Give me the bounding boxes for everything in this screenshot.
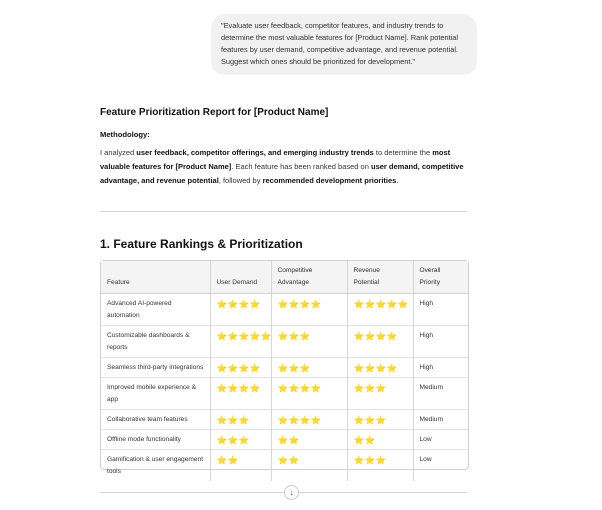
column-header-user-demand: User Demand xyxy=(210,261,271,294)
competitive-advantage-rating: ⭐⭐⭐⭐ xyxy=(271,378,347,410)
methodology-emphasis: user feedback, competitor offerings, and emerging industry trends xyxy=(136,148,374,157)
methodology-text: , followed by xyxy=(218,176,263,185)
feature-cell: Gamification & user engagement tools xyxy=(101,450,210,482)
user-demand-rating: ⭐⭐⭐⭐ xyxy=(210,294,271,326)
competitive-advantage-rating: ⭐⭐⭐⭐ xyxy=(271,410,347,430)
table-row xyxy=(101,358,468,378)
methodology-emphasis: recommended development priorities xyxy=(262,176,397,185)
feature-cell: Collaborative team features xyxy=(101,410,210,430)
competitive-advantage-rating: ⭐⭐ xyxy=(271,430,347,450)
scroll-down-button[interactable] xyxy=(284,485,299,500)
column-header-revenue-potential: Revenue Potential xyxy=(347,261,413,294)
section-heading: 1. Feature Rankings & Prioritization xyxy=(100,237,303,251)
methodology-text: I analyzed xyxy=(100,148,137,157)
user-demand-rating: ⭐⭐⭐ xyxy=(210,430,271,450)
revenue-potential-rating: ⭐⭐⭐ xyxy=(347,410,413,430)
table-header-row xyxy=(101,261,468,294)
user-demand-rating: ⭐⭐⭐ xyxy=(210,410,271,430)
user-message-text: "Evaluate user feedback, competitor features, and industry trends to determine the most valuable features for [Product Name]. Rank potential features by user demand, competitive advantage, and revenue potential. Suggest which ones should be prioritized for development." xyxy=(221,21,459,66)
user-message-bubble xyxy=(211,14,477,75)
priority-cell: High xyxy=(413,358,468,378)
feature-rankings-table xyxy=(100,260,469,475)
priority-cell: Medium xyxy=(413,410,468,430)
priority-cell: High xyxy=(413,326,468,358)
competitive-advantage-rating: ⭐⭐⭐ xyxy=(271,358,347,378)
user-demand-rating: ⭐⭐ xyxy=(210,450,271,482)
revenue-potential-rating: ⭐⭐⭐ xyxy=(347,378,413,410)
section-divider xyxy=(100,211,467,212)
priority-cell: Low xyxy=(413,450,468,482)
methodology-text: . xyxy=(396,176,399,185)
methodology-text: to determine the xyxy=(373,148,433,157)
feature-cell: Seamless third-party integrations xyxy=(101,358,210,378)
feature-cell: Improved mobile experience & app xyxy=(101,378,210,410)
methodology-label: Methodology: xyxy=(100,130,150,139)
priority-cell: Low xyxy=(413,430,468,450)
table-row xyxy=(101,430,468,450)
user-demand-rating: ⭐⭐⭐⭐ xyxy=(210,358,271,378)
user-demand-rating: ⭐⭐⭐⭐ xyxy=(210,378,271,410)
arrow-down-icon: ↓ xyxy=(289,488,294,497)
feature-cell: Offline mode functionality xyxy=(101,430,210,450)
priority-cell: Medium xyxy=(413,378,468,410)
user-demand-rating: ⭐⭐⭐⭐⭐ xyxy=(210,326,271,358)
revenue-potential-rating: ⭐⭐⭐ xyxy=(347,450,413,482)
methodology-paragraph xyxy=(100,146,470,188)
competitive-advantage-rating: ⭐⭐⭐⭐ xyxy=(271,294,347,326)
table-row xyxy=(101,294,468,326)
revenue-potential-rating: ⭐⭐⭐⭐⭐ xyxy=(347,294,413,326)
column-header-competitive-advantage: Competitive Advantage xyxy=(271,261,347,294)
table-row xyxy=(101,326,468,358)
competitive-advantage-rating: ⭐⭐⭐ xyxy=(271,326,347,358)
feature-cell: Advanced AI-powered automation xyxy=(107,300,172,319)
methodology-emphasis: most valuable features for [Product Name] xyxy=(100,148,451,171)
column-header-overall-priority: Overall Priority xyxy=(413,261,468,294)
table-row xyxy=(101,450,468,482)
feature-cell: Customizable dashboards & reports xyxy=(101,326,210,358)
revenue-potential-rating: ⭐⭐⭐⭐ xyxy=(347,358,413,378)
table-row xyxy=(101,410,468,430)
report-title: Feature Prioritization Report for [Product Name] xyxy=(100,107,329,118)
revenue-potential-rating: ⭐⭐ xyxy=(347,430,413,450)
methodology-text: . Each feature has been ranked based on xyxy=(231,162,371,171)
priority-cell: High xyxy=(413,294,468,326)
competitive-advantage-rating: ⭐⭐ xyxy=(271,450,347,482)
column-header-feature: Feature xyxy=(101,261,210,294)
methodology-emphasis: user demand, competitive advantage, and revenue potential xyxy=(100,162,464,185)
revenue-potential-rating: ⭐⭐⭐⭐ xyxy=(347,326,413,358)
table-row xyxy=(101,378,468,410)
